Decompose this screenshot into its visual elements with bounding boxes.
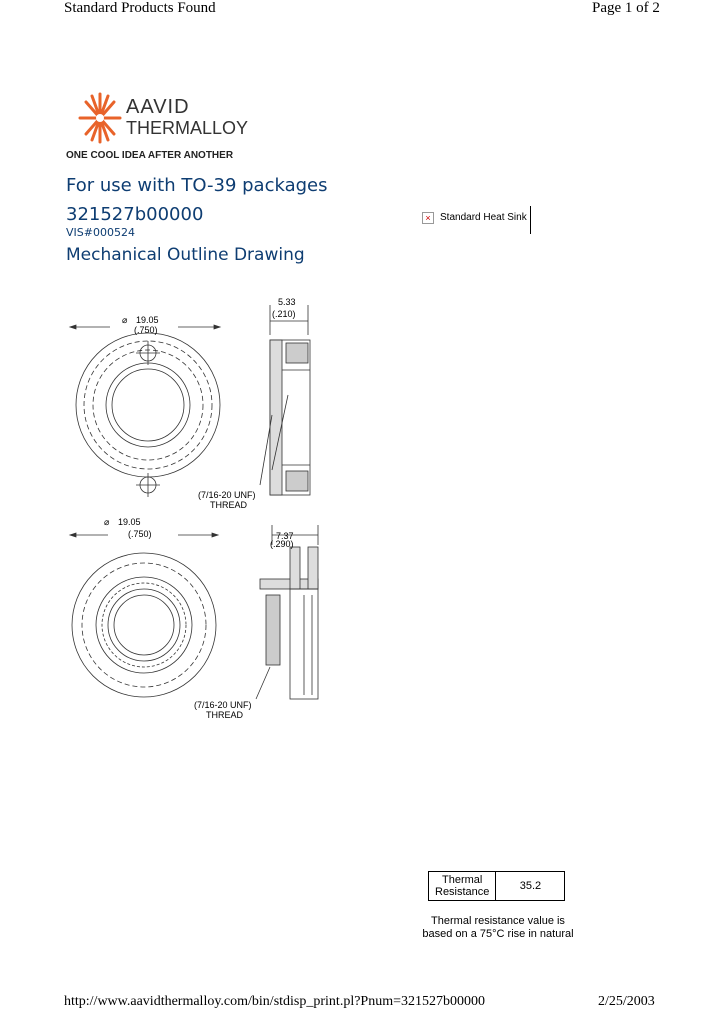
logo-tagline: ONE COOL IDEA AFTER ANOTHER: [66, 150, 234, 161]
top-thread-spec: (7/16-20 UNF): [198, 490, 256, 500]
legend-label: Standard Heat Sink: [440, 212, 527, 223]
bottom-diameter-in: (.750): [128, 529, 152, 539]
company-logo: [66, 90, 258, 166]
top-side-section: [260, 305, 310, 495]
thermal-resistance-value: 35.2: [496, 872, 565, 901]
bottom-thickness-mm: 7.37: [276, 531, 294, 541]
top-diameter-in: (.750): [134, 325, 158, 335]
bottom-diameter-symbol: ⌀: [104, 517, 110, 527]
top-diameter-symbol: ⌀: [122, 315, 128, 325]
page-number: Page 1 of 2: [592, 0, 660, 16]
section-title: Mechanical Outline Drawing: [66, 245, 305, 265]
part-number: 321527b00000: [66, 204, 204, 225]
thermal-note: [418, 915, 578, 941]
print-date: 2/25/2003: [598, 994, 655, 1009]
thermal-label-line1: Thermal: [442, 874, 483, 886]
thermal-resistance-table: [428, 871, 565, 901]
thermal-note-line1: Thermal resistance value is: [431, 915, 565, 927]
bottom-diameter-mm: 19.05: [118, 517, 141, 527]
vis-number: VIS#000524: [66, 226, 135, 239]
product-subtitle: For use with TO-39 packages: [66, 175, 328, 196]
bottom-thickness-in: (.290): [270, 539, 294, 549]
top-thickness-mm: 5.33: [278, 297, 296, 307]
logo-text-aavid: AAVID: [126, 96, 190, 118]
top-thread-label: THREAD: [210, 500, 248, 510]
page-url: http://www.aavidthermalloy.com/bin/stdisp_print.pl?Pnum=321527b00000: [64, 994, 485, 1009]
bottom-side-section: [256, 525, 318, 699]
top-diameter-mm: 19.05: [136, 315, 159, 325]
thermal-resistance-label: [429, 872, 496, 901]
bottom-thread-label: THREAD: [206, 710, 244, 720]
thermal-note-line2: based on a 75°C rise in natural: [422, 928, 574, 940]
broken-image-icon: ×: [422, 212, 434, 224]
top-front-view: [70, 325, 220, 497]
logo-text-thermalloy: THERMALLOY: [126, 118, 249, 138]
thermal-label-line2: Resistance: [435, 886, 490, 898]
bottom-thread-spec: (7/16-20 UNF): [194, 700, 252, 710]
mechanical-drawing: [60, 295, 350, 725]
top-thickness-in: (.210): [272, 309, 296, 319]
sunburst-logo-icon: [78, 90, 122, 146]
page-header-title: Standard Products Found: [64, 0, 216, 16]
bottom-front-view: [70, 533, 218, 697]
legend: [420, 206, 531, 234]
